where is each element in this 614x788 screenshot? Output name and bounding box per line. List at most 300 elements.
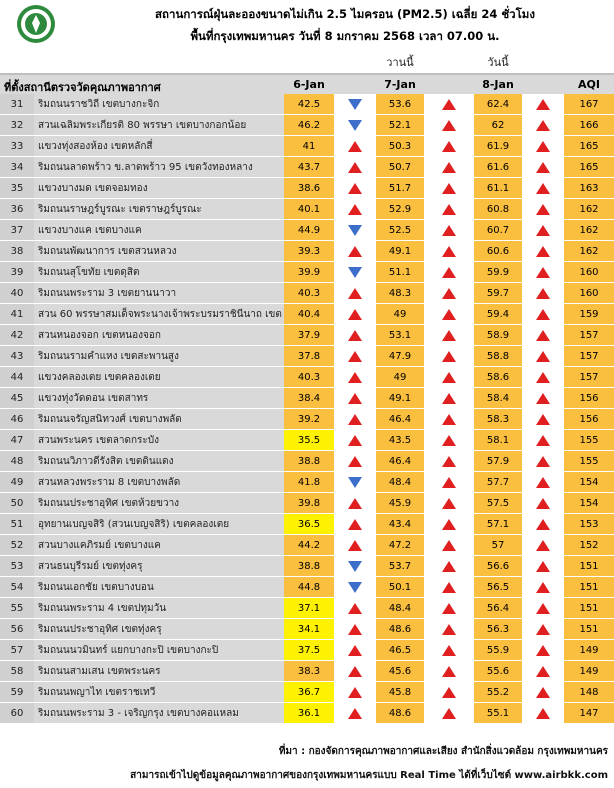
pm25-value-6-jan: 36.1 — [284, 703, 334, 724]
arrow-up-icon — [536, 498, 550, 509]
trend-arrow-3 — [522, 115, 564, 136]
row-number: 32 — [0, 115, 34, 136]
aqi-value: 167 — [564, 94, 614, 115]
arrow-up-icon — [348, 141, 362, 152]
pm25-value-7-jan: 48.4 — [376, 598, 424, 619]
trend-arrow-1 — [334, 451, 376, 472]
station-name: สวนบางแคภิรมย์ เขตบางแค — [34, 535, 284, 556]
arrow-up-icon — [442, 330, 456, 341]
station-name: ริมถนนพระราม 3 - เจริญกรุง เขตบางคอแหลม — [34, 703, 284, 724]
source-note: ที่มา : กองจัดการคุณภาพอากาศและเสียง สำนักสิ่งแวดล้อม กรุงเทพมหานคร — [278, 746, 608, 757]
station-name: ริมถนนพระราม 3 เขตยานนาวา — [34, 283, 284, 304]
trend-arrow-2 — [424, 640, 474, 661]
pm25-value-7-jan: 51.7 — [376, 178, 424, 199]
trend-arrow-2 — [424, 493, 474, 514]
row-number: 44 — [0, 367, 34, 388]
trend-arrow-1 — [334, 472, 376, 493]
arrow-up-icon — [348, 183, 362, 194]
station-name: แขวงบางมด เขตจอมทอง — [34, 178, 284, 199]
arrow-up-icon — [536, 351, 550, 362]
table-row — [0, 178, 614, 199]
arrow-up-icon — [348, 372, 362, 383]
station-name: ริมถนนสามเสน เขตพระนคร — [34, 661, 284, 682]
pm25-value-8-jan: 61.6 — [474, 157, 522, 178]
station-name: สวนพระนคร เขตลาดกระบัง — [34, 430, 284, 451]
arrow-up-icon — [536, 666, 550, 677]
arrow-up-icon — [442, 372, 456, 383]
row-number: 39 — [0, 262, 34, 283]
trend-arrow-1 — [334, 535, 376, 556]
table-row — [0, 241, 614, 262]
aqi-value: 155 — [564, 430, 614, 451]
trend-arrow-2 — [424, 178, 474, 199]
trend-arrow-1 — [334, 556, 376, 577]
pm25-value-8-jan: 59.4 — [474, 304, 522, 325]
pm25-value-7-jan: 49 — [376, 304, 424, 325]
aqi-value: 160 — [564, 283, 614, 304]
arrow-down-icon — [348, 561, 362, 572]
pm25-value-6-jan: 46.2 — [284, 115, 334, 136]
pm25-value-8-jan: 58.6 — [474, 367, 522, 388]
table-row — [0, 220, 614, 241]
arrow-up-icon — [442, 456, 456, 467]
trend-arrow-1 — [334, 115, 376, 136]
arrow-up-icon — [536, 99, 550, 110]
arrow-down-icon — [348, 477, 362, 488]
pm25-value-7-jan: 45.6 — [376, 661, 424, 682]
arrow-up-icon — [536, 540, 550, 551]
trend-arrow-3 — [522, 451, 564, 472]
trend-arrow-1 — [334, 430, 376, 451]
arrow-up-icon — [442, 246, 456, 257]
table-row — [0, 367, 614, 388]
pm25-value-7-jan: 51.1 — [376, 262, 424, 283]
table-row — [0, 430, 614, 451]
table-row — [0, 325, 614, 346]
table-row — [0, 535, 614, 556]
trend-arrow-1 — [334, 661, 376, 682]
arrow-up-icon — [536, 456, 550, 467]
trend-arrow-3 — [522, 262, 564, 283]
station-name: ริมถนนรามคำแหง เขตสะพานสูง — [34, 346, 284, 367]
pm25-value-8-jan: 60.7 — [474, 220, 522, 241]
station-name: สวน 60 พรรษาสมเด็จพระนางเจ้าพระบรมราชินีนาถ เขต — [34, 304, 284, 325]
station-name: แขวงบางแค เขตบางแค — [34, 220, 284, 241]
arrow-up-icon — [536, 645, 550, 656]
trend-arrow-1 — [334, 283, 376, 304]
row-number: 49 — [0, 472, 34, 493]
trend-arrow-3 — [522, 304, 564, 325]
row-number: 43 — [0, 346, 34, 367]
aqi-value: 156 — [564, 388, 614, 409]
table-row — [0, 346, 614, 367]
trend-arrow-1 — [334, 388, 376, 409]
pm25-value-6-jan: 44.9 — [284, 220, 334, 241]
arrow-up-icon — [348, 603, 362, 614]
pm25-value-7-jan: 43.5 — [376, 430, 424, 451]
pm25-value-6-jan: 40.4 — [284, 304, 334, 325]
pm25-value-6-jan: 40.3 — [284, 367, 334, 388]
date-column-header-2: 7-Jan — [384, 78, 416, 91]
pm25-value-6-jan: 42.5 — [284, 94, 334, 115]
trend-arrow-3 — [522, 661, 564, 682]
arrow-up-icon — [536, 267, 550, 278]
table-row — [0, 556, 614, 577]
arrow-up-icon — [442, 519, 456, 530]
table-row — [0, 640, 614, 661]
row-number: 57 — [0, 640, 34, 661]
arrow-up-icon — [348, 162, 362, 173]
trend-arrow-2 — [424, 262, 474, 283]
pm25-value-6-jan: 40.1 — [284, 199, 334, 220]
arrow-up-icon — [442, 498, 456, 509]
arrow-up-icon — [536, 372, 550, 383]
arrow-up-icon — [536, 582, 550, 593]
arrow-up-icon — [442, 393, 456, 404]
trend-arrow-3 — [522, 136, 564, 157]
pm25-value-7-jan: 45.8 — [376, 682, 424, 703]
aqi-value: 155 — [564, 451, 614, 472]
pm25-value-8-jan: 57.7 — [474, 472, 522, 493]
aqi-value: 157 — [564, 346, 614, 367]
date-column-header-1: 6-Jan — [293, 78, 325, 91]
trend-arrow-2 — [424, 94, 474, 115]
arrow-down-icon — [348, 120, 362, 131]
pm25-value-7-jan: 47.2 — [376, 535, 424, 556]
trend-arrow-1 — [334, 514, 376, 535]
arrow-up-icon — [536, 204, 550, 215]
station-name: ริมถนนลาดพร้าว ข.ลาดพร้าว 95 เขตวังทองหลาง — [34, 157, 284, 178]
trend-arrow-1 — [334, 640, 376, 661]
trend-arrow-3 — [522, 178, 564, 199]
trend-arrow-1 — [334, 367, 376, 388]
table-row — [0, 199, 614, 220]
station-name: แขวงทุ่งวัดดอน เขตสาทร — [34, 388, 284, 409]
trend-arrow-3 — [522, 283, 564, 304]
trend-arrow-1 — [334, 346, 376, 367]
arrow-up-icon — [536, 687, 550, 698]
pm25-value-6-jan: 36.5 — [284, 514, 334, 535]
pm25-value-6-jan: 37.9 — [284, 325, 334, 346]
table-row — [0, 94, 614, 115]
pm25-value-6-jan: 40.3 — [284, 283, 334, 304]
pm25-value-6-jan: 39.9 — [284, 262, 334, 283]
pm25-value-6-jan: 38.4 — [284, 388, 334, 409]
trend-arrow-1 — [334, 325, 376, 346]
row-number: 37 — [0, 220, 34, 241]
row-number: 36 — [0, 199, 34, 220]
pm25-value-7-jan: 49 — [376, 367, 424, 388]
arrow-down-icon — [348, 267, 362, 278]
trend-arrow-1 — [334, 304, 376, 325]
table-row — [0, 619, 614, 640]
arrow-up-icon — [442, 540, 456, 551]
today-label: วันนี้ — [487, 56, 509, 69]
arrow-up-icon — [442, 435, 456, 446]
arrow-up-icon — [442, 477, 456, 488]
row-number: 54 — [0, 577, 34, 598]
pm25-value-8-jan: 57.5 — [474, 493, 522, 514]
station-name: ริมถนนพระราม 4 เขตปทุมวัน — [34, 598, 284, 619]
arrow-up-icon — [348, 414, 362, 425]
station-name: ริมถนนพัฒนาการ เขตสวนหลวง — [34, 241, 284, 262]
arrow-up-icon — [348, 330, 362, 341]
arrow-up-icon — [348, 498, 362, 509]
pm25-value-8-jan: 56.3 — [474, 619, 522, 640]
pm25-value-8-jan: 57 — [474, 535, 522, 556]
aqi-value: 159 — [564, 304, 614, 325]
table-row — [0, 283, 614, 304]
pm25-value-7-jan: 48.3 — [376, 283, 424, 304]
column-header-row — [0, 73, 614, 95]
row-number: 34 — [0, 157, 34, 178]
trend-arrow-1 — [334, 262, 376, 283]
station-name: แขวงทุ่งสองห้อง เขตหลักสี่ — [34, 136, 284, 157]
arrow-down-icon — [348, 225, 362, 236]
row-number: 58 — [0, 661, 34, 682]
trend-arrow-2 — [424, 598, 474, 619]
arrow-up-icon — [536, 162, 550, 173]
trend-arrow-1 — [334, 493, 376, 514]
pm25-value-8-jan: 55.2 — [474, 682, 522, 703]
pm25-value-7-jan: 52.1 — [376, 115, 424, 136]
trend-arrow-1 — [334, 199, 376, 220]
table-row — [0, 304, 614, 325]
row-number: 50 — [0, 493, 34, 514]
trend-arrow-3 — [522, 388, 564, 409]
bma-logo-icon — [13, 3, 59, 45]
table-row — [0, 472, 614, 493]
row-number: 45 — [0, 388, 34, 409]
trend-arrow-2 — [424, 409, 474, 430]
arrow-up-icon — [442, 351, 456, 362]
station-name: ริมถนนพญาไท เขตราชเทวี — [34, 682, 284, 703]
station-name: ริมถนนราชวิถี เขตบางกะจิก — [34, 94, 284, 115]
aqi-value: 154 — [564, 493, 614, 514]
arrow-up-icon — [348, 351, 362, 362]
aqi-value: 151 — [564, 556, 614, 577]
pm25-value-6-jan: 35.5 — [284, 430, 334, 451]
aqi-value: 154 — [564, 472, 614, 493]
row-number: 59 — [0, 682, 34, 703]
arrow-up-icon — [536, 414, 550, 425]
arrow-up-icon — [442, 666, 456, 677]
table-row — [0, 388, 614, 409]
pm25-value-8-jan: 60.6 — [474, 241, 522, 262]
station-name: ริมถนนจรัญสนิทวงศ์ เขตบางพลัด — [34, 409, 284, 430]
trend-arrow-2 — [424, 661, 474, 682]
arrow-down-icon — [348, 582, 362, 593]
station-name: ริมถนนประชาอุทิศ เขตทุ่งครุ — [34, 619, 284, 640]
arrow-up-icon — [536, 330, 550, 341]
trend-arrow-2 — [424, 283, 474, 304]
trend-arrow-1 — [334, 619, 376, 640]
arrow-up-icon — [536, 393, 550, 404]
table-row — [0, 493, 614, 514]
trend-arrow-3 — [522, 367, 564, 388]
trend-arrow-2 — [424, 157, 474, 178]
trend-arrow-3 — [522, 325, 564, 346]
trend-arrow-3 — [522, 514, 564, 535]
arrow-up-icon — [348, 666, 362, 677]
arrow-up-icon — [348, 393, 362, 404]
row-number: 60 — [0, 703, 34, 724]
aqi-value: 166 — [564, 115, 614, 136]
pm25-value-7-jan: 53.7 — [376, 556, 424, 577]
aqi-value: 162 — [564, 199, 614, 220]
pm25-value-7-jan: 46.4 — [376, 409, 424, 430]
station-name: ริมถนนเอกชัย เขตบางบอน — [34, 577, 284, 598]
trend-arrow-2 — [424, 514, 474, 535]
row-number: 53 — [0, 556, 34, 577]
arrow-up-icon — [442, 204, 456, 215]
pm25-value-8-jan: 57.1 — [474, 514, 522, 535]
aqi-value: 157 — [564, 325, 614, 346]
pm25-value-8-jan: 62.4 — [474, 94, 522, 115]
table-row — [0, 409, 614, 430]
trend-arrow-3 — [522, 493, 564, 514]
arrow-up-icon — [348, 540, 362, 551]
aqi-value: 149 — [564, 661, 614, 682]
trend-arrow-3 — [522, 577, 564, 598]
arrow-up-icon — [348, 456, 362, 467]
trend-arrow-2 — [424, 346, 474, 367]
arrow-up-icon — [442, 99, 456, 110]
arrow-up-icon — [536, 309, 550, 320]
pm25-value-6-jan: 41 — [284, 136, 334, 157]
pm25-value-6-jan: 38.6 — [284, 178, 334, 199]
arrow-up-icon — [442, 414, 456, 425]
row-number: 33 — [0, 136, 34, 157]
trend-arrow-2 — [424, 115, 474, 136]
arrow-up-icon — [442, 141, 456, 152]
pm25-value-7-jan: 49.1 — [376, 388, 424, 409]
row-number: 38 — [0, 241, 34, 262]
pm25-value-8-jan: 55.9 — [474, 640, 522, 661]
pm25-value-8-jan: 60.8 — [474, 199, 522, 220]
table-row — [0, 115, 614, 136]
pm25-value-7-jan: 50.7 — [376, 157, 424, 178]
trend-arrow-1 — [334, 241, 376, 262]
pm25-value-6-jan: 37.1 — [284, 598, 334, 619]
trend-arrow-2 — [424, 136, 474, 157]
trend-arrow-1 — [334, 157, 376, 178]
row-number: 52 — [0, 535, 34, 556]
station-name: ริมถนนวิภาวดีรังสิต เขตดินแดง — [34, 451, 284, 472]
aqi-value: 151 — [564, 598, 614, 619]
pm25-value-6-jan: 39.2 — [284, 409, 334, 430]
table-row — [0, 598, 614, 619]
pm25-value-8-jan: 58.1 — [474, 430, 522, 451]
trend-arrow-3 — [522, 598, 564, 619]
trend-arrow-2 — [424, 199, 474, 220]
aqi-value: 162 — [564, 220, 614, 241]
arrow-up-icon — [348, 204, 362, 215]
trend-arrow-2 — [424, 325, 474, 346]
arrow-up-icon — [442, 624, 456, 635]
arrow-up-icon — [442, 309, 456, 320]
trend-arrow-3 — [522, 556, 564, 577]
arrow-up-icon — [348, 288, 362, 299]
yesterday-label: วานนี้ — [386, 56, 414, 69]
station-name: ริมถนนนวมินทร์ แยกบางกะปิ เขตบางกะปิ — [34, 640, 284, 661]
arrow-up-icon — [348, 309, 362, 320]
trend-arrow-3 — [522, 472, 564, 493]
arrow-up-icon — [536, 246, 550, 257]
aqi-value: 156 — [564, 409, 614, 430]
trend-arrow-2 — [424, 703, 474, 724]
pm25-value-7-jan: 43.4 — [376, 514, 424, 535]
trend-arrow-1 — [334, 178, 376, 199]
arrow-up-icon — [536, 561, 550, 572]
pm25-value-6-jan: 37.5 — [284, 640, 334, 661]
station-name: สวนหนองจอก เขตหนองจอก — [34, 325, 284, 346]
trend-arrow-1 — [334, 598, 376, 619]
pm25-value-8-jan: 55.1 — [474, 703, 522, 724]
arrow-up-icon — [442, 582, 456, 593]
arrow-up-icon — [348, 708, 362, 719]
row-number: 47 — [0, 430, 34, 451]
arrow-down-icon — [348, 99, 362, 110]
trend-arrow-2 — [424, 451, 474, 472]
arrow-up-icon — [442, 708, 456, 719]
arrow-up-icon — [442, 288, 456, 299]
arrow-up-icon — [536, 477, 550, 488]
table-row — [0, 703, 614, 724]
row-number: 35 — [0, 178, 34, 199]
pm25-value-8-jan: 58.8 — [474, 346, 522, 367]
table-row — [0, 451, 614, 472]
pm25-value-8-jan: 56.4 — [474, 598, 522, 619]
station-column-header: ที่ตั้งสถานีตรวจวัดคุณภาพอากาศ — [4, 81, 161, 94]
arrow-up-icon — [536, 435, 550, 446]
table-row — [0, 577, 614, 598]
trend-arrow-2 — [424, 241, 474, 262]
trend-arrow-1 — [334, 136, 376, 157]
aqi-value: 153 — [564, 514, 614, 535]
pm25-value-6-jan: 38.3 — [284, 661, 334, 682]
trend-arrow-2 — [424, 304, 474, 325]
trend-arrow-2 — [424, 472, 474, 493]
arrow-up-icon — [348, 435, 362, 446]
date-column-header-3: 8-Jan — [482, 78, 514, 91]
pm25-value-6-jan: 39.8 — [284, 493, 334, 514]
pm25-value-7-jan: 52.5 — [376, 220, 424, 241]
trend-arrow-3 — [522, 535, 564, 556]
realtime-note: สามารถเข้าไปดูข้อมูลคุณภาพอากาศของกรุงเทพมหานครแบบ Real Time ได้ที่เว็บไซต์ www.airbkk.com — [130, 770, 608, 781]
pm25-value-8-jan: 62 — [474, 115, 522, 136]
arrow-up-icon — [442, 183, 456, 194]
arrow-up-icon — [536, 288, 550, 299]
row-number: 42 — [0, 325, 34, 346]
trend-arrow-3 — [522, 346, 564, 367]
table-row — [0, 514, 614, 535]
trend-arrow-1 — [334, 703, 376, 724]
trend-arrow-3 — [522, 640, 564, 661]
arrow-up-icon — [442, 687, 456, 698]
row-number: 31 — [0, 94, 34, 115]
arrow-up-icon — [442, 603, 456, 614]
pm25-value-8-jan: 57.9 — [474, 451, 522, 472]
arrow-up-icon — [442, 267, 456, 278]
aqi-value: 165 — [564, 136, 614, 157]
pm25-value-7-jan: 53.1 — [376, 325, 424, 346]
pm25-value-7-jan: 45.9 — [376, 493, 424, 514]
pm25-value-8-jan: 56.5 — [474, 577, 522, 598]
arrow-up-icon — [536, 603, 550, 614]
trend-arrow-2 — [424, 388, 474, 409]
trend-arrow-3 — [522, 157, 564, 178]
